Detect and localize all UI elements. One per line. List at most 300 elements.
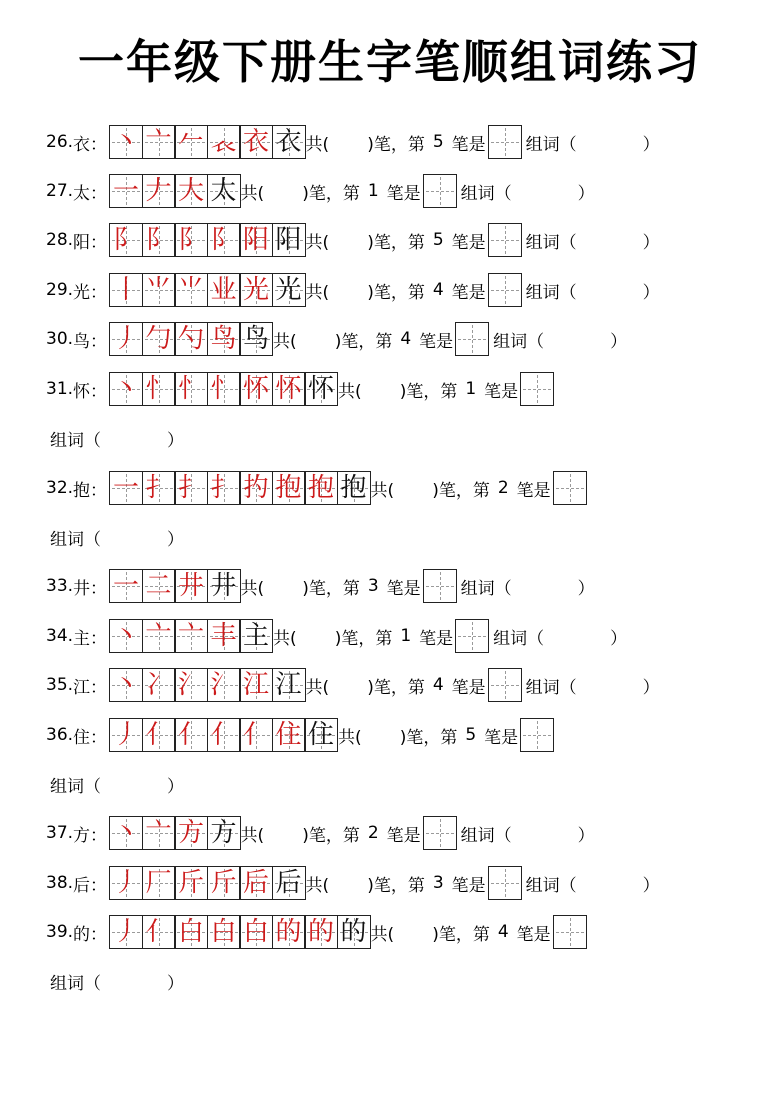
stroke-step: 抱 (308, 473, 335, 503)
strokes-label: )笔，第 (367, 677, 425, 698)
stroke-order-grid (109, 273, 306, 307)
stroke-cell (109, 915, 143, 949)
stroke-cell (142, 718, 176, 752)
stroke-cell (142, 619, 176, 653)
exercise-row (46, 221, 660, 259)
words-close: ） (642, 677, 660, 698)
item-character: 阳 (73, 232, 91, 253)
total-label: 共( (305, 677, 330, 698)
words-close: ） (610, 628, 628, 649)
stroke-cell (174, 174, 208, 208)
item-number: 36. (46, 725, 74, 745)
exercise-row (46, 123, 660, 161)
answer-box[interactable] (488, 223, 522, 257)
stroke-is-label: 笔是 (516, 480, 551, 501)
colon: ： (90, 677, 108, 698)
stroke-step: 白 (210, 917, 237, 947)
answer-box[interactable] (423, 174, 457, 208)
stroke-order-grid (109, 718, 338, 752)
words-label: 组词（ (525, 232, 577, 253)
stroke-cell (142, 322, 176, 356)
stroke-cell (109, 619, 143, 653)
stroke-step: 方 (210, 818, 237, 848)
total-label: 共( (273, 628, 297, 649)
stroke-step: 扌 (145, 473, 172, 503)
words-label: 组词（ (525, 875, 577, 896)
stroke-step: 衣 (243, 127, 270, 157)
stroke-cell (109, 816, 143, 850)
item-number: 29. (46, 280, 74, 300)
stroke-cell (142, 471, 176, 505)
stroke-cell (337, 915, 371, 949)
strokes-label: )笔，第 (367, 134, 425, 155)
stroke-order-grid (109, 915, 371, 949)
stroke-cell (239, 718, 273, 752)
words-label: 组词（ (50, 430, 101, 451)
stroke-cell (174, 569, 208, 603)
stroke-step: 亻 (145, 917, 172, 947)
answer-box[interactable] (520, 718, 554, 752)
stroke-step: 亻 (243, 720, 270, 750)
stroke-cell (174, 125, 208, 159)
stroke-step: 阝 (145, 225, 172, 255)
nth-stroke: 4 (432, 675, 444, 695)
stroke-cell (142, 866, 176, 900)
stroke-cell (304, 471, 338, 505)
item-character: 主 (73, 628, 91, 649)
stroke-step: 厂 (145, 868, 172, 898)
total-label: 共( (240, 578, 265, 599)
stroke-cell (272, 866, 306, 900)
stroke-order-grid (109, 372, 338, 406)
exercise-row (46, 567, 595, 605)
nth-stroke: 2 (367, 823, 379, 843)
answer-box[interactable] (553, 915, 587, 949)
stroke-cell (207, 668, 241, 702)
stroke-cell (174, 915, 208, 949)
stroke-step: 阳 (243, 225, 270, 255)
stroke-is-label: 笔是 (386, 825, 421, 846)
stroke-cell (142, 273, 176, 307)
stroke-cell (109, 322, 143, 356)
colon: ： (90, 480, 108, 501)
stroke-step: 亻 (210, 720, 237, 750)
nth-stroke: 5 (465, 725, 477, 745)
stroke-cell (109, 174, 143, 208)
answer-box[interactable] (423, 816, 457, 850)
answer-box[interactable] (423, 569, 457, 603)
words-label: 组词（ (493, 331, 545, 352)
strokes-label: )笔，第 (367, 232, 425, 253)
exercise-row (46, 814, 595, 852)
item-character: 后 (73, 875, 91, 896)
strokes-label: )笔，第 (367, 875, 425, 896)
stroke-step: 太 (210, 176, 237, 206)
item-number: 27. (46, 181, 74, 201)
words-close: ） (642, 134, 660, 155)
stroke-step: 氵 (178, 670, 205, 700)
item-number: 28. (46, 230, 74, 250)
stroke-step: 二 (145, 571, 172, 601)
words-close: ） (167, 973, 184, 994)
stroke-step: 鸟 (243, 324, 270, 354)
words-label: 组词（ (525, 134, 577, 155)
total-label: 共( (240, 825, 265, 846)
words-close: ） (577, 183, 595, 204)
nth-stroke: 4 (400, 329, 412, 349)
stroke-cell (207, 866, 241, 900)
item-number: 31. (46, 379, 74, 399)
stroke-step: 怀 (308, 374, 335, 404)
stroke-is-label: 笔是 (386, 183, 421, 204)
exercise-row (46, 172, 595, 210)
answer-box[interactable] (488, 668, 522, 702)
words-close: ） (642, 232, 660, 253)
words-close: ） (610, 331, 628, 352)
exercise-row (46, 666, 660, 704)
stroke-cell (174, 816, 208, 850)
item-number: 35. (46, 675, 74, 695)
words-close: ） (167, 430, 184, 451)
item-number: 38. (46, 873, 74, 893)
words-label: 组词（ (50, 529, 101, 550)
strokes-label: )笔，第 (399, 381, 458, 402)
exercise-row-continued (50, 765, 184, 803)
nth-stroke: 3 (367, 576, 379, 596)
nth-stroke: 1 (465, 379, 477, 399)
item-character: 方 (73, 825, 91, 846)
stroke-cell (272, 223, 306, 257)
words-close: ） (167, 529, 184, 550)
page-title: 一年级下册生字笔顺组词练习 (78, 35, 702, 89)
stroke-order-grid (109, 125, 306, 159)
strokes-label: )笔，第 (334, 331, 393, 352)
stroke-cell (174, 223, 208, 257)
stroke-step: 忄 (210, 374, 237, 404)
item-number: 26. (46, 132, 74, 152)
stroke-cell (142, 668, 176, 702)
nth-stroke: 5 (432, 132, 444, 152)
stroke-step: 阝 (113, 225, 140, 255)
stroke-cell (239, 471, 273, 505)
item-character: 衣 (73, 134, 91, 155)
stroke-step: 亻 (178, 720, 205, 750)
item-character: 江 (73, 677, 91, 698)
stroke-is-label: 笔是 (451, 282, 486, 303)
stroke-cell (207, 322, 241, 356)
stroke-step: 阳 (275, 225, 302, 255)
stroke-step: 斤 (178, 868, 205, 898)
total-label: 共( (305, 282, 330, 303)
strokes-label: )笔，第 (302, 183, 360, 204)
stroke-order-grid (109, 569, 241, 603)
stroke-cell (239, 273, 273, 307)
stroke-cell (109, 866, 143, 900)
item-character: 太 (73, 183, 91, 204)
total-label: 共( (338, 727, 362, 748)
exercise-row-continued (50, 419, 184, 457)
stroke-step: 大 (178, 176, 205, 206)
stroke-step: 扌 (178, 473, 205, 503)
total-label: 共( (305, 232, 330, 253)
exercise-row (46, 913, 587, 951)
item-character: 鸟 (73, 331, 91, 352)
stroke-cell (109, 718, 143, 752)
stroke-cell (174, 372, 208, 406)
colon: ： (90, 924, 108, 945)
stroke-cell (304, 718, 338, 752)
stroke-step: 𧘇 (210, 127, 237, 157)
item-number: 30. (46, 329, 74, 349)
stroke-cell (207, 718, 241, 752)
stroke-step: 丨 (113, 275, 140, 305)
stroke-cell (142, 569, 176, 603)
stroke-step: 亠 (145, 127, 172, 157)
stroke-step: 丿 (113, 324, 140, 354)
stroke-cell (272, 273, 306, 307)
stroke-step: 氵 (210, 670, 237, 700)
stroke-is-label: 笔是 (451, 875, 486, 896)
stroke-cell (239, 322, 273, 356)
stroke-step: 一 (113, 571, 140, 601)
stroke-cell (304, 915, 338, 949)
stroke-cell (174, 273, 208, 307)
stroke-is-label: 笔是 (386, 578, 421, 599)
stroke-is-label: 笔是 (484, 727, 519, 748)
stroke-order-grid (109, 866, 306, 900)
stroke-cell (207, 915, 241, 949)
stroke-step: 怀 (243, 374, 270, 404)
stroke-step: 井 (178, 571, 205, 601)
exercise-row (46, 617, 627, 655)
stroke-step: 的 (308, 917, 335, 947)
stroke-cell (142, 125, 176, 159)
colon: ： (90, 727, 108, 748)
stroke-step: 丿 (113, 917, 140, 947)
item-character: 井 (73, 578, 91, 599)
stroke-is-label: 笔是 (516, 924, 551, 945)
stroke-is-label: 笔是 (451, 134, 486, 155)
answer-box[interactable] (488, 273, 522, 307)
stroke-cell (109, 223, 143, 257)
exercise-row (46, 320, 627, 358)
stroke-step: 冫 (145, 670, 172, 700)
stroke-step: 井 (210, 571, 237, 601)
stroke-cell (207, 174, 241, 208)
colon: ： (90, 282, 108, 303)
answer-box[interactable] (520, 372, 554, 406)
stroke-step: 主 (243, 621, 270, 651)
stroke-step: 光 (243, 275, 270, 305)
item-number: 39. (46, 922, 74, 942)
stroke-cell (207, 223, 241, 257)
stroke-step: 亠 (178, 621, 205, 651)
stroke-cell (272, 372, 306, 406)
item-character: 住 (73, 727, 91, 748)
total-label: 共( (305, 134, 330, 155)
stroke-order-grid (109, 668, 306, 702)
answer-box[interactable] (455, 322, 489, 356)
colon: ： (90, 628, 108, 649)
stroke-cell (207, 569, 241, 603)
words-close: ） (167, 776, 184, 797)
stroke-step: 丶 (113, 374, 140, 404)
answer-box[interactable] (455, 619, 489, 653)
exercise-row-continued (50, 518, 184, 556)
stroke-step: 的 (275, 917, 302, 947)
stroke-cell (207, 372, 241, 406)
item-character: 怀 (73, 381, 91, 402)
words-close: ） (642, 875, 660, 896)
stroke-cell (272, 718, 306, 752)
strokes-label: )笔，第 (432, 924, 490, 945)
stroke-step: 扚 (243, 473, 270, 503)
stroke-step: 的 (340, 917, 367, 947)
stroke-cell (239, 619, 273, 653)
nth-stroke: 1 (400, 626, 412, 646)
stroke-cell (272, 471, 306, 505)
stroke-step: 业 (210, 275, 237, 305)
item-character: 光 (73, 282, 91, 303)
stroke-is-label: 笔是 (484, 381, 519, 402)
stroke-cell (174, 619, 208, 653)
stroke-step: 一 (113, 473, 140, 503)
words-label: 组词（ (460, 183, 512, 204)
stroke-step: 丶 (113, 127, 140, 157)
stroke-cell (109, 471, 143, 505)
item-number: 37. (46, 823, 74, 843)
stroke-step: 后 (275, 868, 302, 898)
stroke-cell (304, 372, 338, 406)
stroke-cell (207, 619, 241, 653)
exercise-row-continued (50, 962, 184, 1000)
stroke-cell (109, 569, 143, 603)
strokes-label: )笔，第 (334, 628, 393, 649)
stroke-step: 丶 (113, 670, 140, 700)
item-character: 抱 (73, 480, 91, 501)
stroke-step: 白 (243, 917, 270, 947)
stroke-step: 住 (308, 720, 335, 750)
answer-box[interactable] (488, 866, 522, 900)
exercise-row (46, 469, 587, 507)
stroke-order-grid (109, 816, 241, 850)
nth-stroke: 5 (432, 230, 444, 250)
nth-stroke: 4 (497, 922, 509, 942)
colon: ： (90, 578, 108, 599)
colon: ： (90, 381, 108, 402)
stroke-step: 阝 (178, 225, 205, 255)
stroke-cell (337, 471, 371, 505)
words-label: 组词（ (460, 825, 512, 846)
colon: ： (90, 134, 108, 155)
stroke-step: 勺 (178, 324, 205, 354)
stroke-step: 𠂉 (178, 127, 205, 157)
stroke-is-label: 笔是 (419, 331, 454, 352)
item-character: 的 (73, 924, 91, 945)
stroke-cell (239, 372, 273, 406)
stroke-cell (174, 322, 208, 356)
stroke-step: 忄 (178, 374, 205, 404)
stroke-step: ⺌ (178, 275, 205, 305)
stroke-order-grid (109, 471, 371, 505)
stroke-cell (142, 816, 176, 850)
stroke-cell (207, 125, 241, 159)
item-number: 32. (46, 478, 74, 498)
colon: ： (90, 825, 108, 846)
stroke-cell (239, 866, 273, 900)
stroke-step: 扌 (210, 473, 237, 503)
stroke-order-grid (109, 223, 306, 257)
stroke-cell (239, 125, 273, 159)
stroke-step: 江 (275, 670, 302, 700)
answer-box[interactable] (553, 471, 587, 505)
stroke-cell (272, 915, 306, 949)
stroke-cell (207, 471, 241, 505)
stroke-step: 怀 (275, 374, 302, 404)
stroke-is-label: 笔是 (451, 677, 486, 698)
total-label: 共( (338, 381, 362, 402)
words-label: 组词（ (525, 282, 577, 303)
colon: ： (90, 183, 108, 204)
strokes-label: )笔，第 (302, 578, 360, 599)
stroke-cell (207, 816, 241, 850)
words-label: 组词（ (493, 628, 545, 649)
stroke-is-label: 笔是 (419, 628, 454, 649)
answer-box[interactable] (488, 125, 522, 159)
total-label: 共( (273, 331, 297, 352)
stroke-cell (272, 125, 306, 159)
stroke-step: 衣 (275, 127, 302, 157)
stroke-cell (174, 866, 208, 900)
colon: ： (90, 331, 108, 352)
nth-stroke: 3 (432, 873, 444, 893)
total-label: 共( (370, 480, 395, 501)
item-number: 33. (46, 576, 74, 596)
stroke-step: 亠 (145, 818, 172, 848)
stroke-cell (109, 668, 143, 702)
stroke-step: 鸟 (210, 324, 237, 354)
stroke-step: 亠 (145, 621, 172, 651)
stroke-cell (174, 668, 208, 702)
stroke-step: 斤 (210, 868, 237, 898)
stroke-step: 丶 (113, 818, 140, 848)
nth-stroke: 4 (432, 280, 444, 300)
stroke-step: 丰 (210, 621, 237, 651)
exercise-row (46, 716, 554, 754)
nth-stroke: 1 (367, 181, 379, 201)
total-label: 共( (305, 875, 330, 896)
stroke-cell (109, 125, 143, 159)
stroke-cell (239, 668, 273, 702)
stroke-step: 白 (178, 917, 205, 947)
stroke-cell (142, 915, 176, 949)
exercise-row (46, 271, 660, 309)
stroke-step: 阝 (210, 225, 237, 255)
stroke-cell (174, 471, 208, 505)
stroke-cell (239, 915, 273, 949)
strokes-label: )笔，第 (399, 727, 458, 748)
stroke-cell (142, 372, 176, 406)
item-number: 34. (46, 626, 74, 646)
nth-stroke: 2 (497, 478, 509, 498)
colon: ： (90, 875, 108, 896)
stroke-step: 亻 (145, 720, 172, 750)
stroke-step: 方 (178, 818, 205, 848)
stroke-step: 𠂇 (145, 176, 172, 206)
stroke-cell (207, 273, 241, 307)
strokes-label: )笔，第 (302, 825, 360, 846)
total-label: 共( (370, 924, 395, 945)
